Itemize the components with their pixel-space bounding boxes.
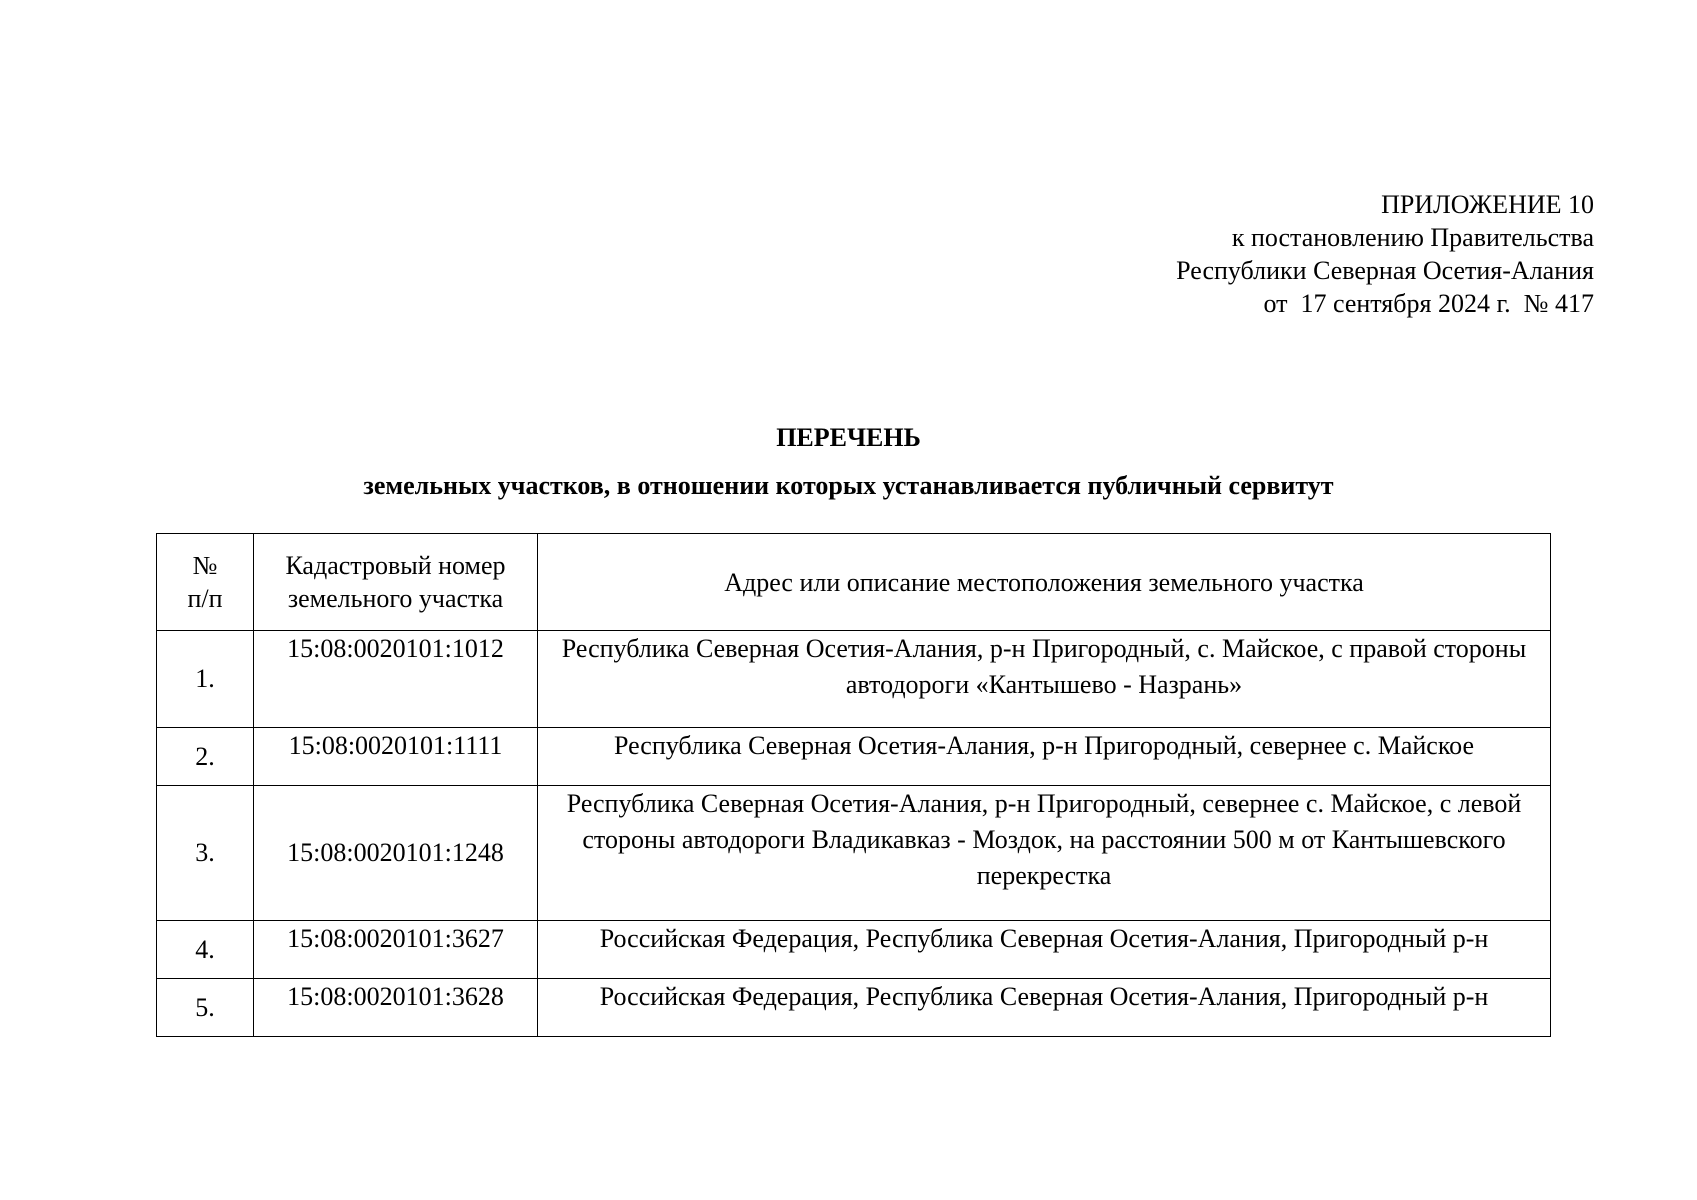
appendix-government: Республики Северная Осетия-Алания	[1176, 256, 1594, 285]
table-row	[157, 631, 1551, 728]
header-num-line1: №	[192, 551, 218, 580]
appendix-block	[1176, 188, 1594, 320]
row-address: Российская Федерация, Республика Северная Осетия-Алания, Пригородный р-н	[538, 921, 1551, 979]
row-address: Республика Северная Осетия-Алания, р-н Пригородный, с. Майское, с правой стороны автодороги «Кантышево - Назрань»	[538, 631, 1551, 728]
table-row	[157, 921, 1551, 979]
land-plots-table	[156, 533, 1551, 1037]
row-address: Российская Федерация, Республика Северная Осетия-Алания, Пригородный р-н	[538, 979, 1551, 1037]
row-num: 5.	[157, 979, 254, 1037]
header-cadastral	[254, 534, 538, 631]
header-cadastral-line2: земельного участка	[287, 584, 504, 613]
row-cadastral: 15:08:0020101:3628	[254, 979, 538, 1037]
table-row	[157, 728, 1551, 786]
document-title: ПЕРЕЧЕНЬ	[776, 423, 921, 452]
row-cadastral: 15:08:0020101:1012	[254, 631, 538, 728]
table-header-row	[157, 534, 1551, 631]
row-num: 3.	[157, 786, 254, 921]
appendix-number: ПРИЛОЖЕНИЕ 10	[1381, 190, 1594, 219]
row-num: 4.	[157, 921, 254, 979]
row-num: 1.	[157, 631, 254, 728]
row-address: Республика Северная Осетия-Алания, р-н Пригородный, севернее с. Майское	[538, 728, 1551, 786]
appendix-resolution: к постановлению Правительства	[1231, 223, 1594, 252]
header-num-line2: п/п	[187, 584, 223, 613]
table-row	[157, 979, 1551, 1037]
row-address: Республика Северная Осетия-Алания, р-н Пригородный, севернее с. Майское, с левой стороны автодороги Владикавказ - Моздок, на расстоянии 500 м от Кантышевского перекрестка	[538, 786, 1551, 921]
row-cadastral: 15:08:0020101:1248	[254, 786, 538, 921]
row-cadastral: 15:08:0020101:1111	[254, 728, 538, 786]
row-num: 2.	[157, 728, 254, 786]
appendix-date: от 17 сентября 2024 г. № 417	[1263, 289, 1594, 318]
row-cadastral: 15:08:0020101:3627	[254, 921, 538, 979]
document-subtitle: земельных участков, в отношении которых устанавливается публичный сервитут	[363, 471, 1334, 500]
table-row	[157, 786, 1551, 921]
header-address: Адрес или описание местоположения земельного участка	[538, 534, 1551, 631]
header-num	[157, 534, 254, 631]
header-cadastral-line1: Кадастровый номер	[285, 551, 506, 580]
